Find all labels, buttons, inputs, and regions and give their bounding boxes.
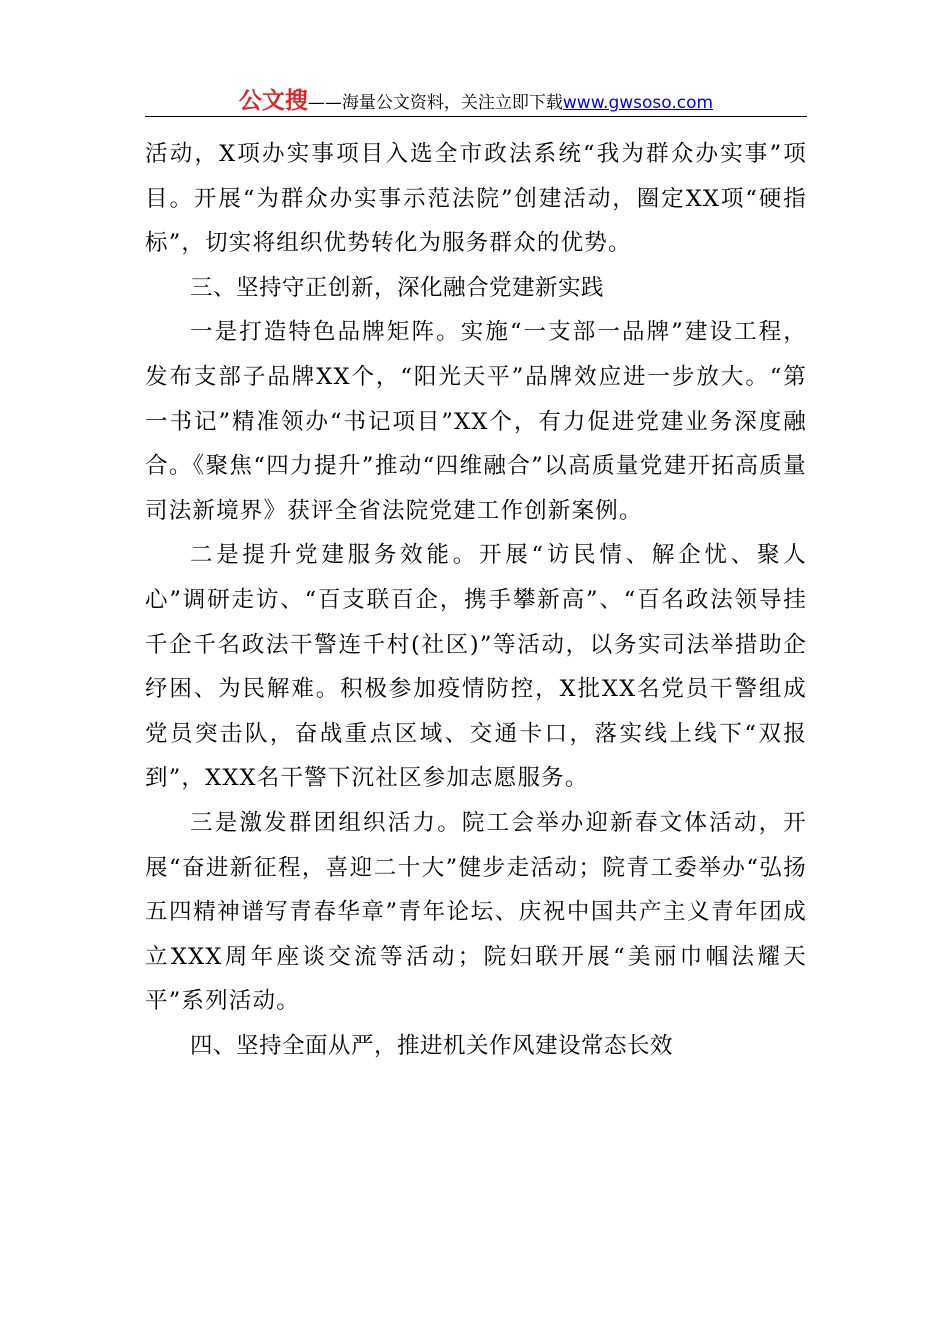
header-tagline: ——海量公文资料，关注立即下载	[307, 93, 563, 113]
document-body	[145, 132, 807, 1068]
page-header	[145, 82, 807, 117]
section-heading-3: 三、坚持守正创新，深化融合党建新实践	[190, 274, 605, 301]
header-link[interactable]: www.gwsoso.com	[562, 93, 714, 113]
section-heading-4: 四、坚持全面从严，推进机关作风建设常态长效	[190, 1032, 674, 1059]
paragraph-group-vitality: 三是激发群团组织活力。院工会举办迎新春文体活动，开展“奋进新征程，喜迎二十大”健步走活动；院青工委举办“弘扬五四精神谱写青春华章”青年论坛、庆祝中国共产主义青年团成立XXX周年座谈交流等活动；院妇联开展“美丽巾帼法耀天平”系列活动。	[145, 809, 807, 1015]
paragraph-brand-matrix: 一是打造特色品牌矩阵。实施“一支部一品牌”建设工程，发布支部子品牌XX个，“阳光天平”品牌效应进一步放大。“第一书记”精准领办“书记项目”XX个，有力促进党建业务深度融合。《聚焦“四力提升”推动“四维融合”以高质量党建开拓高质量司法新境界》获评全省法院党建工作创新案例。	[145, 319, 807, 524]
brand-logo-text: 公文搜	[238, 88, 308, 114]
paragraph-service-efficiency: 二是提升党建服务效能。开展“访民情、解企忧、聚人心”调研走访、“百支联百企，携手攀新高”、“百名政法领导挂千企千名政法干警连千村(社区)”等活动，以务实司法举措助企纾困、为民解难。积极参加疫情防控，X批XX名党员干警组成党员突击队，奋战重点区域、交通卡口，落实线上线下“双报到”，XXX名干警下沉社区参加志愿服务。	[145, 542, 807, 792]
paragraph-continued: 活动，X项办实事项目入选全市政法系统“我为群众办实事”项目。开展“为群众办实事示范法院”创建活动，圈定XX项“硬指标”，切实将组织优势转化为服务群众的优势。	[145, 141, 807, 257]
